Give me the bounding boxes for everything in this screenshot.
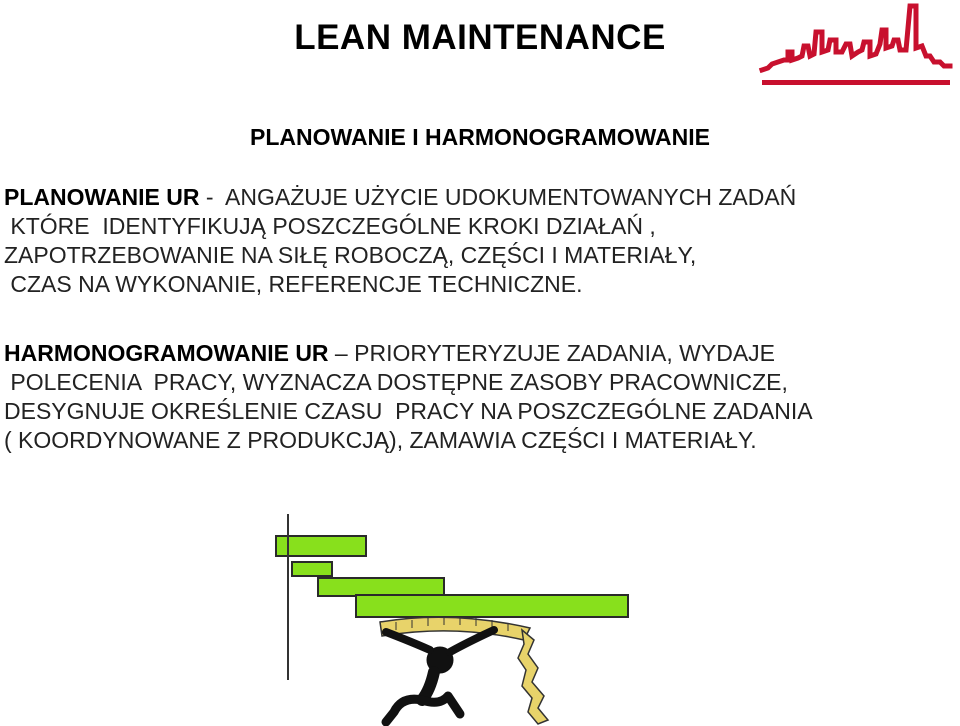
gantt-bar-3 (318, 578, 444, 596)
gantt-bar-1 (276, 536, 366, 556)
worker-figure (386, 630, 494, 722)
scheduling-line-1: – PRIORYTERYZUJE ZADANIA, WYDAJE (328, 340, 776, 366)
scheduling-term: HARMONOGRAMOWANIE UR (4, 340, 329, 366)
planning-term: PLANOWANIE UR (4, 184, 200, 210)
scheduling-line-2: POLECENIA PRACY, WYZNACZA DOSTĘPNE ZASOBY PRACOWNICZE, (4, 369, 788, 395)
scheduling-line-4: ( KOORDYNOWANE Z PRODUKCJĄ), ZAMAWIA CZĘŚCI I MATERIAŁY. (4, 427, 757, 453)
section-subtitle: PLANOWANIE I HARMONOGRAMOWANIE (250, 124, 710, 150)
scheduling-line-3: DESYGNUJE OKREŚLENIE CZASU PRACY NA POSZCZEGÓLNE ZADANIA (4, 398, 813, 424)
scheduling-paragraph (4, 339, 960, 455)
measuring-tape-icon (380, 617, 548, 724)
page-title: LEAN MAINTENANCE (294, 18, 666, 57)
planning-line-1: - ANGAŻUJE UŻYCIE UDOKUMENTOWANYCH ZADAŃ (199, 184, 797, 210)
gantt-bar-4 (356, 595, 628, 617)
factory-skyline-logo (758, 0, 954, 96)
planning-line-4: CZAS NA WYKONANIE, REFERENCJE TECHNICZNE. (4, 271, 583, 297)
worker-lifting-gantt-bars-icon (262, 500, 638, 726)
gantt-bar-2 (292, 562, 332, 576)
planning-paragraph (4, 183, 960, 299)
planning-line-2: KTÓRE IDENTYFIKUJĄ POSZCZEGÓLNE KROKI DZIAŁAŃ , (4, 213, 656, 239)
planning-line-3: ZAPOTRZEBOWANIE NA SIŁĘ ROBOCZĄ, CZĘŚCI I MATERIAŁY, (4, 242, 697, 268)
